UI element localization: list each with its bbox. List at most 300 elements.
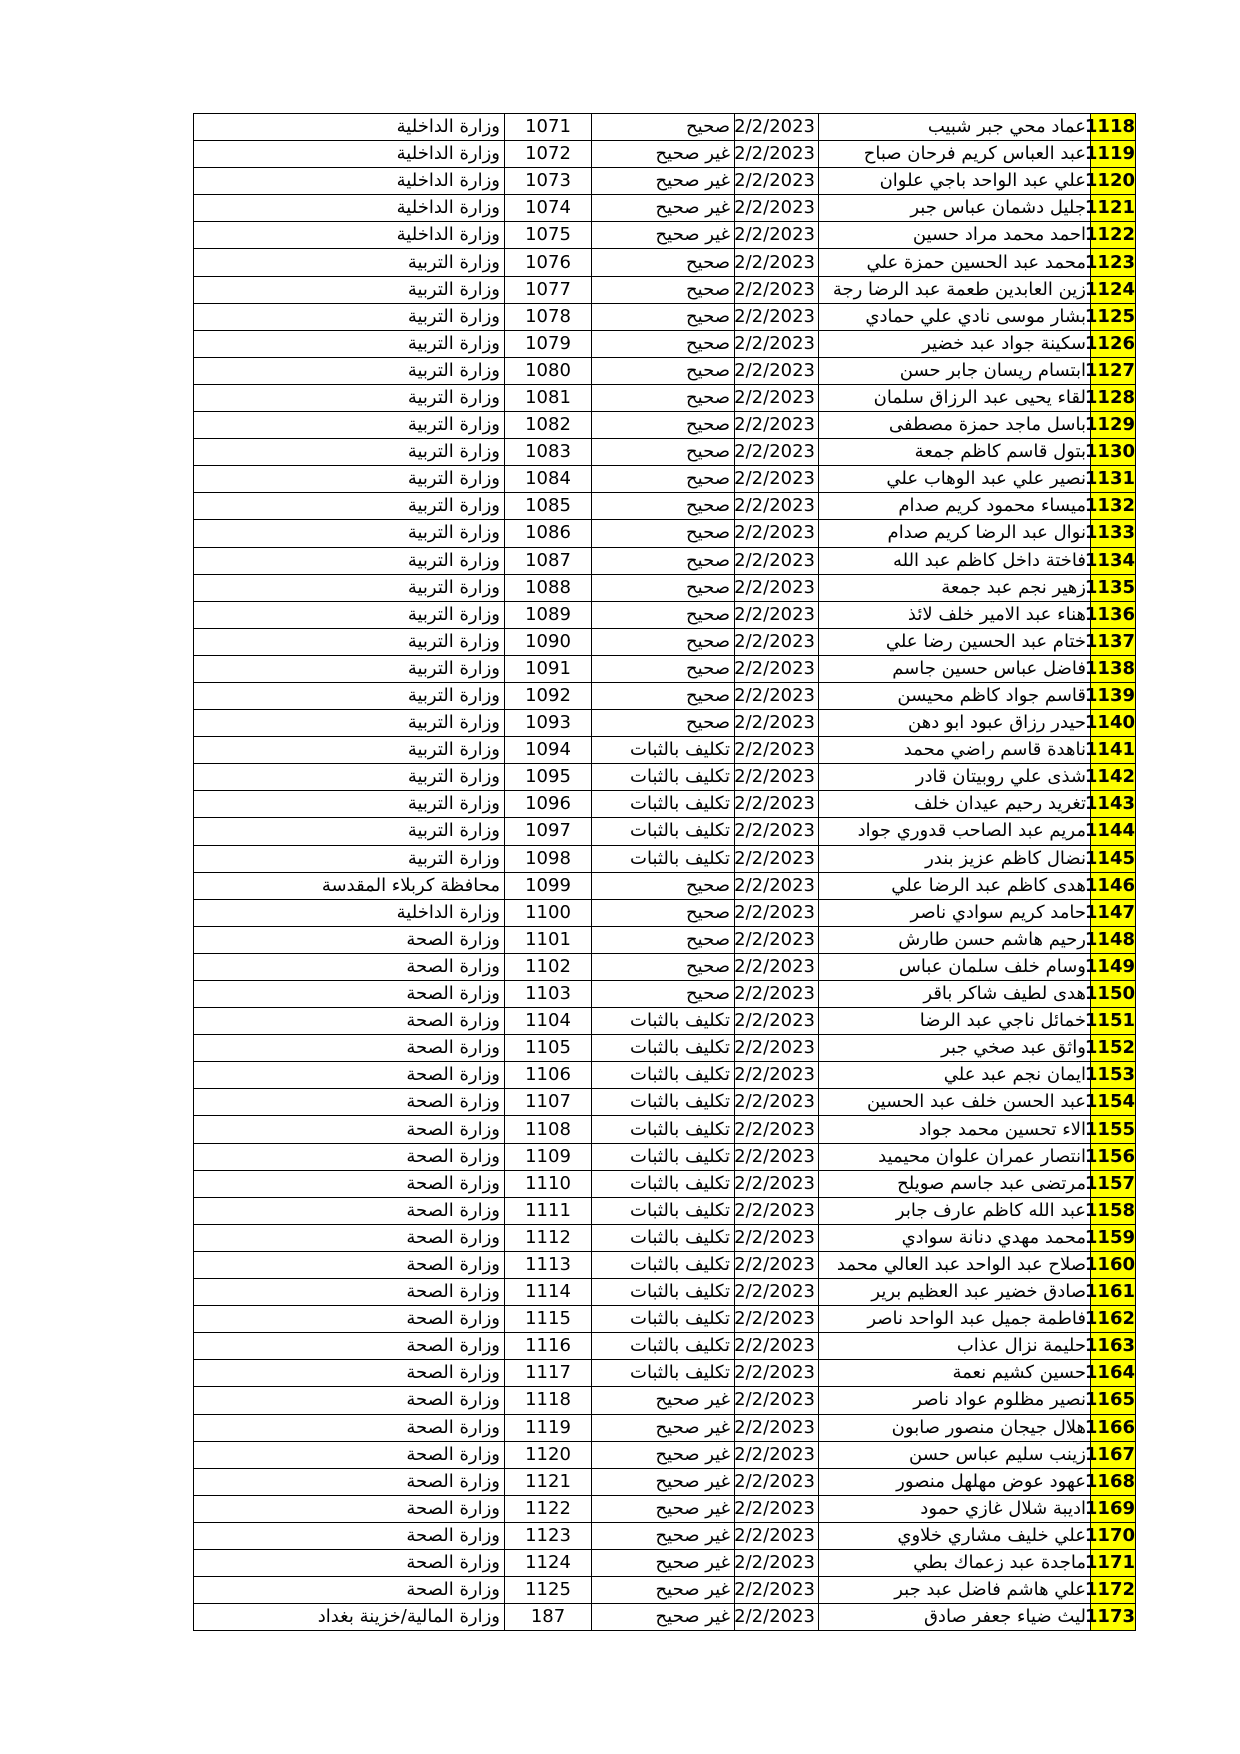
status-cell: تكليف بالثبات xyxy=(592,764,735,791)
table-row xyxy=(194,1604,1136,1631)
date-cell: 2/2/2023 xyxy=(735,303,819,330)
date-cell: 2/2/2023 xyxy=(735,1441,819,1468)
department-cell: وزارة التربية xyxy=(194,682,505,709)
name-cell: عماد محي جبر شبيب xyxy=(819,114,1091,141)
name-cell: محمد مهدي دنانة سوادي xyxy=(819,1224,1091,1251)
table-row xyxy=(194,520,1136,547)
department-cell: وزارة الداخلية xyxy=(194,899,505,926)
status-cell: صحيح xyxy=(592,439,735,466)
table-row xyxy=(194,1008,1136,1035)
status-cell: تكليف بالثبات xyxy=(592,1035,735,1062)
table-row xyxy=(194,412,1136,439)
date-cell: 2/2/2023 xyxy=(735,1116,819,1143)
table-row xyxy=(194,1089,1136,1116)
serial-cell: 1120 xyxy=(1091,168,1136,195)
date-cell: 2/2/2023 xyxy=(735,764,819,791)
table-row xyxy=(194,1387,1136,1414)
date-cell: 2/2/2023 xyxy=(735,628,819,655)
department-cell: وزارة الصحة xyxy=(194,1549,505,1576)
department-cell: وزارة التربية xyxy=(194,791,505,818)
table-row xyxy=(194,655,1136,682)
department-cell: وزارة الصحة xyxy=(194,1116,505,1143)
status-cell: غير صحيح xyxy=(592,1495,735,1522)
department-cell: وزارة التربية xyxy=(194,384,505,411)
number-cell: 1077 xyxy=(505,276,592,303)
status-cell: غير صحيح xyxy=(592,222,735,249)
status-cell: صحيح xyxy=(592,926,735,953)
name-cell: عبد الحسن خلف عبد الحسين xyxy=(819,1089,1091,1116)
number-cell: 1089 xyxy=(505,601,592,628)
table-row xyxy=(194,737,1136,764)
table-row xyxy=(194,249,1136,276)
serial-cell: 1125 xyxy=(1091,303,1136,330)
serial-cell: 1164 xyxy=(1091,1360,1136,1387)
table-row xyxy=(194,1197,1136,1224)
date-cell: 2/2/2023 xyxy=(735,574,819,601)
date-cell: 2/2/2023 xyxy=(735,114,819,141)
number-cell: 1082 xyxy=(505,412,592,439)
number-cell: 1103 xyxy=(505,981,592,1008)
status-cell: صحيح xyxy=(592,710,735,737)
status-cell: صحيح xyxy=(592,628,735,655)
date-cell: 2/2/2023 xyxy=(735,1197,819,1224)
date-cell: 2/2/2023 xyxy=(735,357,819,384)
number-cell: 1090 xyxy=(505,628,592,655)
department-cell: وزارة التربية xyxy=(194,574,505,601)
number-cell: 1072 xyxy=(505,141,592,168)
table-row xyxy=(194,547,1136,574)
number-cell: 1093 xyxy=(505,710,592,737)
table-row xyxy=(194,168,1136,195)
table-row xyxy=(194,1441,1136,1468)
name-cell: ميساء محمود كريم صدام xyxy=(819,493,1091,520)
status-cell: غير صحيح xyxy=(592,1387,735,1414)
number-cell: 1081 xyxy=(505,384,592,411)
table-row xyxy=(194,439,1136,466)
name-cell: هدى لطيف شاكر باقر xyxy=(819,981,1091,1008)
date-cell: 2/2/2023 xyxy=(735,195,819,222)
status-cell: صحيح xyxy=(592,303,735,330)
department-cell: وزارة الداخلية xyxy=(194,141,505,168)
number-cell: 1118 xyxy=(505,1387,592,1414)
name-cell: ختام عبد الحسين رضا علي xyxy=(819,628,1091,655)
status-cell: صحيح xyxy=(592,574,735,601)
number-cell: 1073 xyxy=(505,168,592,195)
status-cell: صحيح xyxy=(592,466,735,493)
name-cell: شذى علي روبيتان قادر xyxy=(819,764,1091,791)
name-cell: خمائل ناجي عبد الرضا xyxy=(819,1008,1091,1035)
status-cell: غير صحيح xyxy=(592,1414,735,1441)
table-row xyxy=(194,953,1136,980)
date-cell: 2/2/2023 xyxy=(735,710,819,737)
date-cell: 2/2/2023 xyxy=(735,330,819,357)
date-cell: 2/2/2023 xyxy=(735,168,819,195)
department-cell: وزارة الصحة xyxy=(194,1387,505,1414)
date-cell: 2/2/2023 xyxy=(735,1549,819,1576)
table-row xyxy=(194,1035,1136,1062)
date-cell: 2/2/2023 xyxy=(735,818,819,845)
department-cell: وزارة التربية xyxy=(194,845,505,872)
number-cell: 1094 xyxy=(505,737,592,764)
status-cell: صحيح xyxy=(592,981,735,1008)
status-cell: صحيح xyxy=(592,412,735,439)
department-cell: وزارة التربية xyxy=(194,412,505,439)
name-cell: باسل ماجد حمزة مصطفى xyxy=(819,412,1091,439)
serial-cell: 1151 xyxy=(1091,1008,1136,1035)
status-cell: تكليف بالثبات xyxy=(592,1062,735,1089)
serial-cell: 1147 xyxy=(1091,899,1136,926)
serial-cell: 1135 xyxy=(1091,574,1136,601)
name-cell: حليمة نزال عذاب xyxy=(819,1333,1091,1360)
number-cell: 1085 xyxy=(505,493,592,520)
table-row xyxy=(194,1306,1136,1333)
name-cell: صادق خضير عبد العظيم برير xyxy=(819,1279,1091,1306)
number-cell: 1108 xyxy=(505,1116,592,1143)
name-cell: ابتسام ريسان جابر حسن xyxy=(819,357,1091,384)
number-cell: 1104 xyxy=(505,1008,592,1035)
name-cell: حسين كشيم نعمة xyxy=(819,1360,1091,1387)
serial-cell: 1128 xyxy=(1091,384,1136,411)
table-row xyxy=(194,899,1136,926)
table-row xyxy=(194,466,1136,493)
date-cell: 2/2/2023 xyxy=(735,845,819,872)
table-row xyxy=(194,1577,1136,1604)
name-cell: وسام خلف سلمان عباس xyxy=(819,953,1091,980)
number-cell: 1080 xyxy=(505,357,592,384)
name-cell: مرتضى عبد جاسم صويلح xyxy=(819,1170,1091,1197)
status-cell: صحيح xyxy=(592,249,735,276)
department-cell: وزارة التربية xyxy=(194,818,505,845)
department-cell: وزارة الصحة xyxy=(194,1495,505,1522)
number-cell: 1084 xyxy=(505,466,592,493)
date-cell: 2/2/2023 xyxy=(735,276,819,303)
date-cell: 2/2/2023 xyxy=(735,872,819,899)
status-cell: تكليف بالثبات xyxy=(592,1116,735,1143)
status-cell: تكليف بالثبات xyxy=(592,1008,735,1035)
status-cell: صحيح xyxy=(592,493,735,520)
name-cell: عهود عوض مهلهل منصور xyxy=(819,1468,1091,1495)
name-cell: قاسم جواد كاظم محيسن xyxy=(819,682,1091,709)
date-cell: 2/2/2023 xyxy=(735,737,819,764)
status-cell: تكليف بالثبات xyxy=(592,1143,735,1170)
table-row xyxy=(194,818,1136,845)
serial-cell: 1153 xyxy=(1091,1062,1136,1089)
table-row xyxy=(194,1360,1136,1387)
serial-cell: 1130 xyxy=(1091,439,1136,466)
number-cell: 1106 xyxy=(505,1062,592,1089)
department-cell: وزارة الصحة xyxy=(194,1224,505,1251)
number-cell: 1122 xyxy=(505,1495,592,1522)
name-cell: علي عبد الواحد باجي علوان xyxy=(819,168,1091,195)
status-cell: تكليف بالثبات xyxy=(592,1306,735,1333)
date-cell: 2/2/2023 xyxy=(735,493,819,520)
serial-cell: 1131 xyxy=(1091,466,1136,493)
serial-cell: 1138 xyxy=(1091,655,1136,682)
department-cell: وزارة التربية xyxy=(194,276,505,303)
records-table xyxy=(193,113,1136,1631)
status-cell: غير صحيح xyxy=(592,168,735,195)
department-cell: وزارة التربية xyxy=(194,655,505,682)
number-cell: 1078 xyxy=(505,303,592,330)
department-cell: وزارة الصحة xyxy=(194,1089,505,1116)
number-cell: 1124 xyxy=(505,1549,592,1576)
name-cell: زينب سليم عباس حسن xyxy=(819,1441,1091,1468)
name-cell: صلاح عبد الواحد عبد العالي محمد xyxy=(819,1251,1091,1278)
serial-cell: 1143 xyxy=(1091,791,1136,818)
name-cell: مريم عبد الصاحب قدوري جواد xyxy=(819,818,1091,845)
department-cell: وزارة الداخلية xyxy=(194,168,505,195)
number-cell: 1086 xyxy=(505,520,592,547)
name-cell: هدى كاظم عبد الرضا علي xyxy=(819,872,1091,899)
status-cell: صحيح xyxy=(592,114,735,141)
number-cell: 1083 xyxy=(505,439,592,466)
status-cell: تكليف بالثبات xyxy=(592,1251,735,1278)
table-row xyxy=(194,1414,1136,1441)
department-cell: وزارة التربية xyxy=(194,764,505,791)
name-cell: حيدر رزاق عبود ابو دهن xyxy=(819,710,1091,737)
serial-cell: 1159 xyxy=(1091,1224,1136,1251)
serial-cell: 1129 xyxy=(1091,412,1136,439)
number-cell: 1071 xyxy=(505,114,592,141)
status-cell: غير صحيح xyxy=(592,141,735,168)
table-row xyxy=(194,1495,1136,1522)
serial-cell: 1154 xyxy=(1091,1089,1136,1116)
serial-cell: 1161 xyxy=(1091,1279,1136,1306)
table-row xyxy=(194,845,1136,872)
status-cell: تكليف بالثبات xyxy=(592,1360,735,1387)
serial-cell: 1157 xyxy=(1091,1170,1136,1197)
table-row xyxy=(194,981,1136,1008)
number-cell: 1088 xyxy=(505,574,592,601)
name-cell: علي هاشم فاضل عبد جبر xyxy=(819,1577,1091,1604)
department-cell: وزارة الصحة xyxy=(194,1441,505,1468)
table-row xyxy=(194,791,1136,818)
status-cell: غير صحيح xyxy=(592,1522,735,1549)
department-cell: وزارة الصحة xyxy=(194,1062,505,1089)
status-cell: صحيح xyxy=(592,276,735,303)
status-cell: تكليف بالثبات xyxy=(592,818,735,845)
table-row xyxy=(194,195,1136,222)
department-cell: وزارة التربية xyxy=(194,439,505,466)
serial-cell: 1140 xyxy=(1091,710,1136,737)
serial-cell: 1121 xyxy=(1091,195,1136,222)
status-cell: تكليف بالثبات xyxy=(592,845,735,872)
serial-cell: 1168 xyxy=(1091,1468,1136,1495)
date-cell: 2/2/2023 xyxy=(735,520,819,547)
department-cell: وزارة الصحة xyxy=(194,981,505,1008)
table-row xyxy=(194,710,1136,737)
number-cell: 1087 xyxy=(505,547,592,574)
serial-cell: 1162 xyxy=(1091,1306,1136,1333)
number-cell: 1115 xyxy=(505,1306,592,1333)
table-row xyxy=(194,682,1136,709)
table-row xyxy=(194,601,1136,628)
status-cell: صحيح xyxy=(592,899,735,926)
name-cell: ناهدة قاسم راضي محمد xyxy=(819,737,1091,764)
number-cell: 1096 xyxy=(505,791,592,818)
date-cell: 2/2/2023 xyxy=(735,141,819,168)
name-cell: فاطمة جميل عبد الواحد ناصر xyxy=(819,1306,1091,1333)
status-cell: تكليف بالثبات xyxy=(592,1279,735,1306)
name-cell: ايمان نجم عبد علي xyxy=(819,1062,1091,1089)
name-cell: عبد العباس كريم فرحان صباح xyxy=(819,141,1091,168)
date-cell: 2/2/2023 xyxy=(735,899,819,926)
serial-cell: 1142 xyxy=(1091,764,1136,791)
name-cell: انتصار عمران علوان محيميد xyxy=(819,1143,1091,1170)
date-cell: 2/2/2023 xyxy=(735,1522,819,1549)
number-cell: 1119 xyxy=(505,1414,592,1441)
name-cell: بتول قاسم كاظم جمعة xyxy=(819,439,1091,466)
number-cell: 1112 xyxy=(505,1224,592,1251)
department-cell: محافظة كربلاء المقدسة xyxy=(194,872,505,899)
table-row xyxy=(194,357,1136,384)
name-cell: عبد الله كاظم عارف جابر xyxy=(819,1197,1091,1224)
department-cell: وزارة الصحة xyxy=(194,926,505,953)
table-row xyxy=(194,872,1136,899)
department-cell: وزارة الصحة xyxy=(194,1143,505,1170)
department-cell: وزارة الصحة xyxy=(194,1170,505,1197)
number-cell: 1120 xyxy=(505,1441,592,1468)
date-cell: 2/2/2023 xyxy=(735,1414,819,1441)
serial-cell: 1145 xyxy=(1091,845,1136,872)
name-cell: ليث ضياء جعفر صادق xyxy=(819,1604,1091,1631)
table-row xyxy=(194,493,1136,520)
name-cell: اديبة شلال غازي حمود xyxy=(819,1495,1091,1522)
records-table-body xyxy=(194,114,1136,1631)
serial-cell: 1133 xyxy=(1091,520,1136,547)
name-cell: فاختة داخل كاظم عبد الله xyxy=(819,547,1091,574)
number-cell: 1110 xyxy=(505,1170,592,1197)
table-row xyxy=(194,276,1136,303)
table-row xyxy=(194,1224,1136,1251)
table-row xyxy=(194,574,1136,601)
serial-cell: 1165 xyxy=(1091,1387,1136,1414)
status-cell: صحيح xyxy=(592,655,735,682)
table-row xyxy=(194,1549,1136,1576)
name-cell: علي خليف مشاري خلاوي xyxy=(819,1522,1091,1549)
number-cell: 1107 xyxy=(505,1089,592,1116)
department-cell: وزارة التربية xyxy=(194,737,505,764)
name-cell: الاء تحسين محمد جواد xyxy=(819,1116,1091,1143)
date-cell: 2/2/2023 xyxy=(735,926,819,953)
serial-cell: 1123 xyxy=(1091,249,1136,276)
department-cell: وزارة التربية xyxy=(194,628,505,655)
date-cell: 2/2/2023 xyxy=(735,222,819,249)
name-cell: تغريد رحيم عيدان خلف xyxy=(819,791,1091,818)
table-row xyxy=(194,303,1136,330)
number-cell: 1114 xyxy=(505,1279,592,1306)
department-cell: وزارة التربية xyxy=(194,547,505,574)
date-cell: 2/2/2023 xyxy=(735,981,819,1008)
serial-cell: 1156 xyxy=(1091,1143,1136,1170)
name-cell: رحيم هاشم حسن طارش xyxy=(819,926,1091,953)
date-cell: 2/2/2023 xyxy=(735,601,819,628)
status-cell: غير صحيح xyxy=(592,1577,735,1604)
table-row xyxy=(194,1170,1136,1197)
status-cell: غير صحيح xyxy=(592,1604,735,1631)
department-cell: وزارة الصحة xyxy=(194,1279,505,1306)
serial-cell: 1118 xyxy=(1091,114,1136,141)
department-cell: وزارة التربية xyxy=(194,520,505,547)
department-cell: وزارة الصحة xyxy=(194,1197,505,1224)
department-cell: وزارة التربية xyxy=(194,601,505,628)
department-cell: وزارة التربية xyxy=(194,357,505,384)
department-cell: وزارة التربية xyxy=(194,710,505,737)
table-row xyxy=(194,1143,1136,1170)
name-cell: ماجدة عبد زعماك بطي xyxy=(819,1549,1091,1576)
department-cell: وزارة التربية xyxy=(194,466,505,493)
status-cell: غير صحيح xyxy=(592,1441,735,1468)
status-cell: تكليف بالثبات xyxy=(592,791,735,818)
number-cell: 1105 xyxy=(505,1035,592,1062)
name-cell: نصير علي عبد الوهاب علي xyxy=(819,466,1091,493)
number-cell: 1121 xyxy=(505,1468,592,1495)
number-cell: 1101 xyxy=(505,926,592,953)
table-row xyxy=(194,1468,1136,1495)
number-cell: 1075 xyxy=(505,222,592,249)
department-cell: وزارة الصحة xyxy=(194,1414,505,1441)
serial-cell: 1169 xyxy=(1091,1495,1136,1522)
date-cell: 2/2/2023 xyxy=(735,1143,819,1170)
date-cell: 2/2/2023 xyxy=(735,1251,819,1278)
status-cell: صحيح xyxy=(592,384,735,411)
serial-cell: 1171 xyxy=(1091,1549,1136,1576)
date-cell: 2/2/2023 xyxy=(735,655,819,682)
date-cell: 2/2/2023 xyxy=(735,1224,819,1251)
number-cell: 1116 xyxy=(505,1333,592,1360)
table-row xyxy=(194,1062,1136,1089)
table-row xyxy=(194,1116,1136,1143)
table-row xyxy=(194,1251,1136,1278)
date-cell: 2/2/2023 xyxy=(735,1468,819,1495)
status-cell: تكليف بالثبات xyxy=(592,1170,735,1197)
number-cell: 1125 xyxy=(505,1577,592,1604)
table-row xyxy=(194,114,1136,141)
date-cell: 2/2/2023 xyxy=(735,1387,819,1414)
name-cell: زهير نجم عبد جمعة xyxy=(819,574,1091,601)
table-row xyxy=(194,1522,1136,1549)
serial-cell: 1137 xyxy=(1091,628,1136,655)
status-cell: صحيح xyxy=(592,330,735,357)
serial-cell: 1134 xyxy=(1091,547,1136,574)
status-cell: صحيح xyxy=(592,357,735,384)
number-cell: 1099 xyxy=(505,872,592,899)
department-cell: وزارة الصحة xyxy=(194,1522,505,1549)
department-cell: وزارة التربية xyxy=(194,303,505,330)
date-cell: 2/2/2023 xyxy=(735,384,819,411)
name-cell: نوال عبد الرضا كريم صدام xyxy=(819,520,1091,547)
serial-cell: 1150 xyxy=(1091,981,1136,1008)
date-cell: 2/2/2023 xyxy=(735,1035,819,1062)
name-cell: احمد محمد مراد حسين xyxy=(819,222,1091,249)
date-cell: 2/2/2023 xyxy=(735,1495,819,1522)
serial-cell: 1170 xyxy=(1091,1522,1136,1549)
name-cell: بشار موسى نادي علي حمادي xyxy=(819,303,1091,330)
date-cell: 2/2/2023 xyxy=(735,682,819,709)
serial-cell: 1158 xyxy=(1091,1197,1136,1224)
name-cell: سكينة جواد عبد خضير xyxy=(819,330,1091,357)
serial-cell: 1127 xyxy=(1091,357,1136,384)
table-row xyxy=(194,926,1136,953)
serial-cell: 1155 xyxy=(1091,1116,1136,1143)
number-cell: 1079 xyxy=(505,330,592,357)
status-cell: تكليف بالثبات xyxy=(592,1197,735,1224)
status-cell: تكليف بالثبات xyxy=(592,737,735,764)
number-cell: 1109 xyxy=(505,1143,592,1170)
name-cell: هلال جيجان منصور صابون xyxy=(819,1414,1091,1441)
status-cell: تكليف بالثبات xyxy=(592,1333,735,1360)
serial-cell: 1172 xyxy=(1091,1577,1136,1604)
